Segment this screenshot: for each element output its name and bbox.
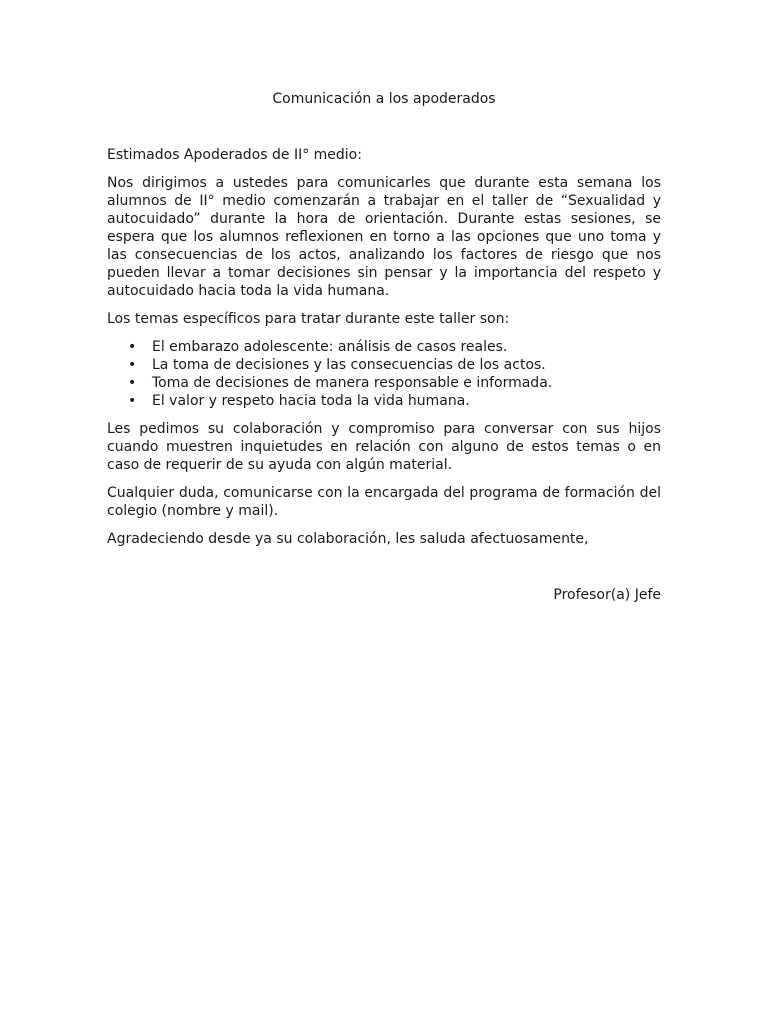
bullet-icon: • (128, 393, 137, 409)
farewell-paragraph: Agradeciendo desde ya su colaboración, les saluda afectuosamente, (107, 531, 589, 547)
list-item (107, 338, 661, 356)
list-item (107, 356, 661, 374)
bullet-icon: • (128, 339, 137, 355)
document-title: Comunicación a los apoderados (272, 91, 496, 107)
topic-text: El embarazo adolescente: análisis de casos reales. (152, 339, 508, 355)
topic-text: El valor y respeto hacia toda la vida humana. (152, 393, 470, 409)
topic-text: La toma de decisiones y las consecuencias de los actos. (152, 357, 546, 373)
document-page (107, 90, 661, 604)
topic-text: Toma de decisiones de manera responsable e informada. (152, 375, 553, 391)
list-item (107, 392, 661, 410)
contact-paragraph: Cualquier duda, comunicarse con la encargada del programa de formación del colegio (nombre y mail). (107, 485, 661, 519)
signature-line: Profesor(a) Jefe (553, 587, 661, 603)
bullet-icon: • (128, 375, 137, 391)
intro-paragraph: Nos dirigimos a ustedes para comunicarles que durante esta semana los alumnos de II° medio comenzarán a trabajar en el taller de “Sexualidad y autocuidado” durante la hora de orientación. Durante estas sesiones, se espera que los alumnos reflexionen en torno a las opciones que uno toma y las consecuencias de los actos, analizando los factores de riesgo que nos pueden llevar a tomar decisiones sin pensar y la importancia del respeto y autocuidado hacia toda la vida humana. (107, 175, 661, 299)
topics-list (107, 338, 661, 410)
greeting-line: Estimados Apoderados de II° medio: (107, 147, 362, 163)
list-item (107, 374, 661, 392)
bullet-icon: • (128, 357, 137, 373)
request-paragraph: Les pedimos su colaboración y compromiso para conversar con sus hijos cuando muestren inquietudes en relación con alguno de estos temas o en caso de requerir de su ayuda con algún material. (107, 421, 661, 473)
topics-intro-paragraph: Los temas específicos para tratar durante este taller son: (107, 311, 510, 327)
